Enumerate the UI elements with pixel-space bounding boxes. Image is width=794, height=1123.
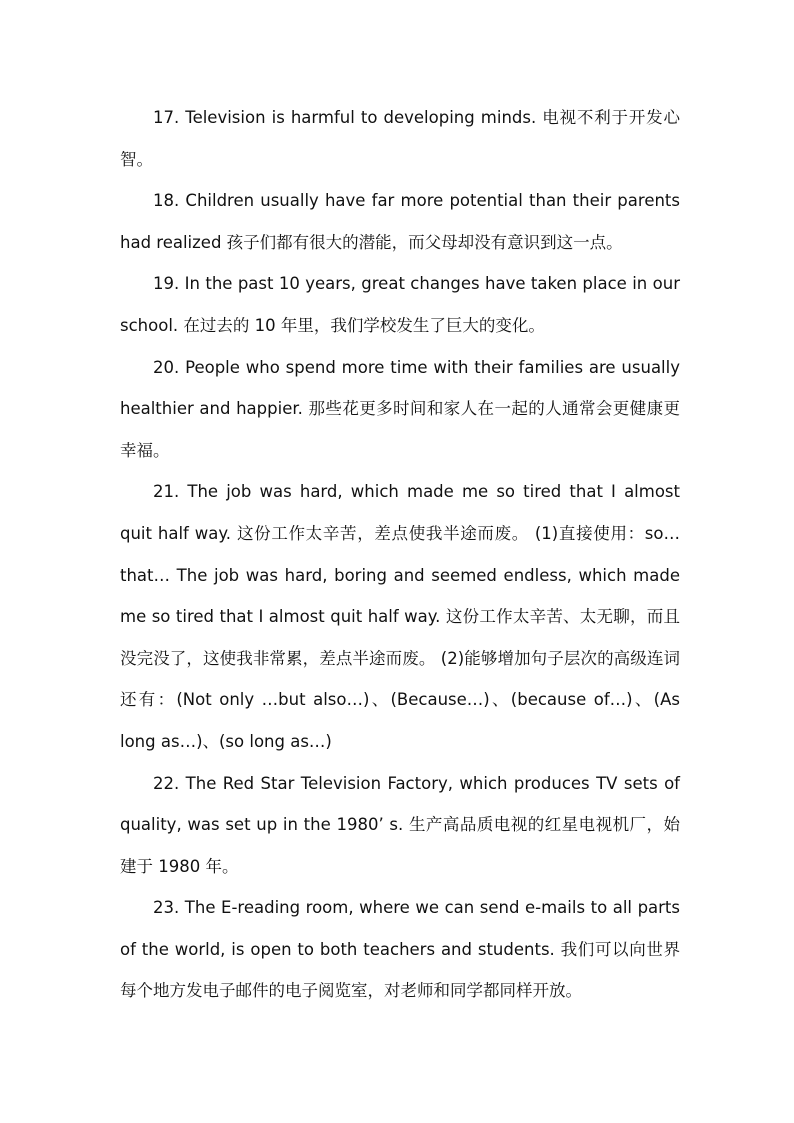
paragraph-20: 20. People who spend more time with their families are usually healthier and happier. 那些花更多时间和家人在一起的人通常会更健康更幸福。 <box>120 357 680 460</box>
paragraph-22: 22. The Red Star Television Factory, which produces TV sets of quality, was set up in the 1980’ s. 生产高品质电视的红星电视机厂，始建于 1980 年。 <box>120 773 680 876</box>
paragraph-19: 19. In the past 10 years, great changes have taken place in our school. 在过去的 10 年里，我们学校发生了巨大的变化。 <box>120 274 680 335</box>
document-body <box>120 97 680 1012</box>
paragraph-23: 23. The E-reading room, where we can send e-mails to all parts of the world, is open to both teachers and students. 我们可以向世界每个地方发电子邮件的电子阅览室，对老师和同学都同样开放。 <box>120 898 680 1001</box>
paragraph-18: 18. Children usually have far more potential than their parents had realized 孩子们都有很大的潜能，而父母却没有意识到这一点。 <box>120 191 680 252</box>
paragraph-21: 21. The job was hard, which made me so tired that I almost quit half way. 这份工作太辛苦，差点使我半途而废。 (1)直接使用：so… that… The job was hard, boring and seemed endless, which made me so tired that I almost quit half way. 这份工作太辛苦、太无聊，而且没完没了，这使我非常累，差点半途而废。 (2)能够增加句子层次的高级连词还有：(Not only …but also…)、(Because…)、(because of…)、(As long as…)、(so long as…) <box>120 482 680 751</box>
paragraph-17: 17. Television is harmful to developing minds. 电视不利于开发心智。 <box>120 108 680 169</box>
